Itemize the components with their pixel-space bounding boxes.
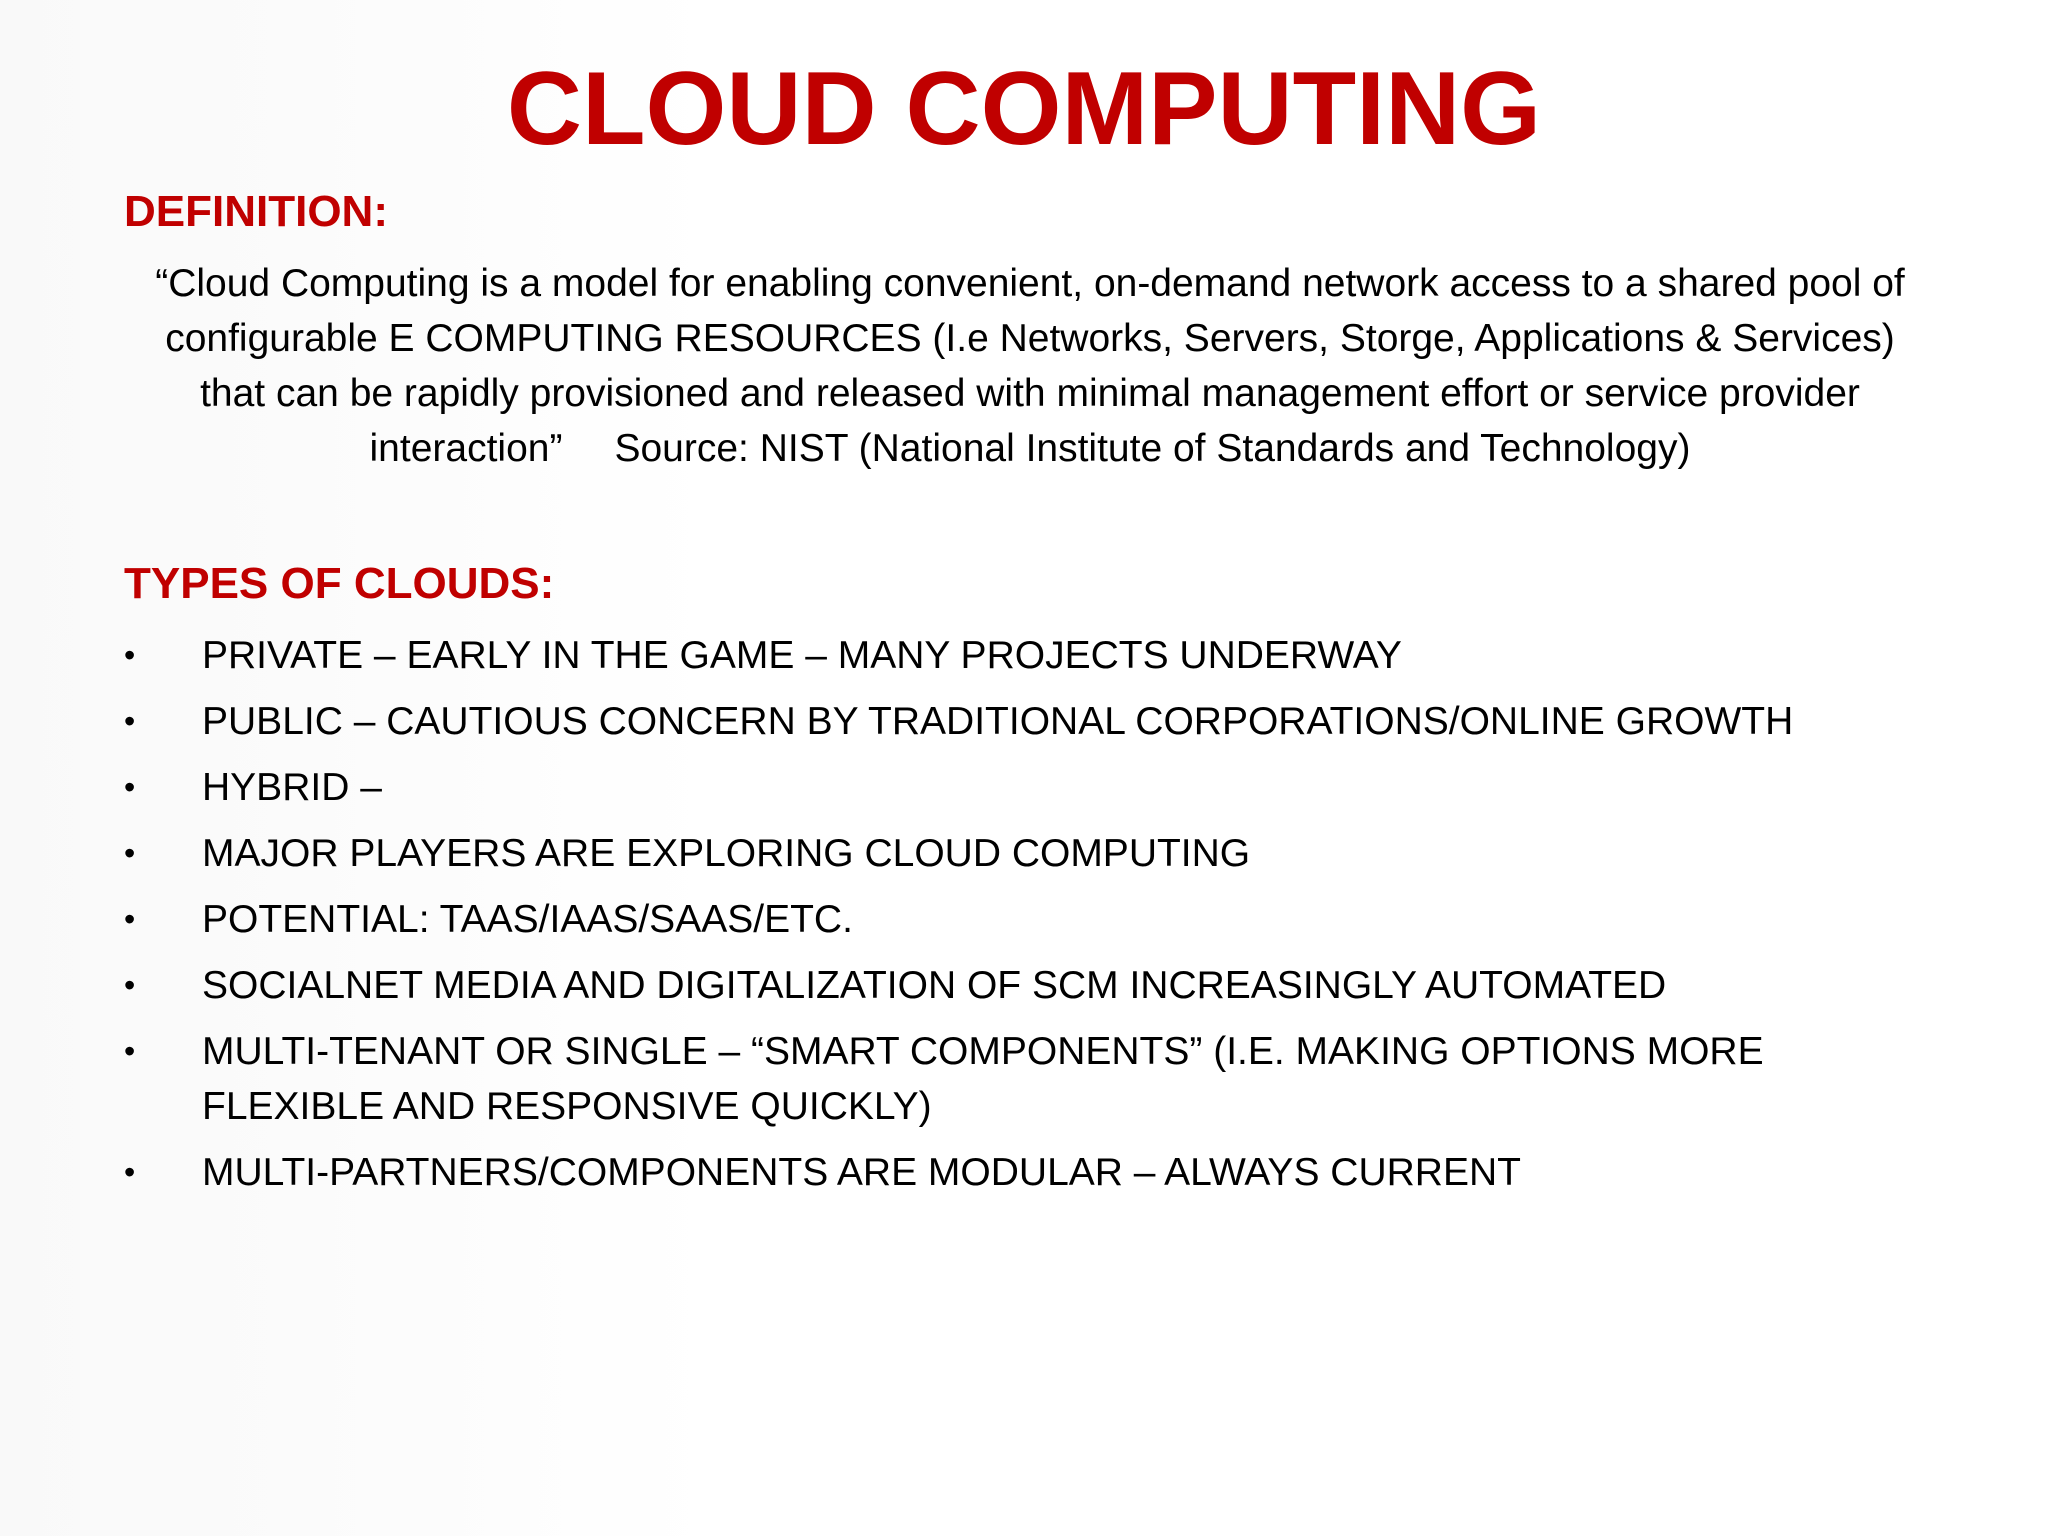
list-item: [124, 1024, 1944, 1134]
bullet-text: MAJOR PLAYERS ARE EXPLORING CLOUD COMPUTING: [202, 832, 1251, 875]
bullet-icon: •: [124, 901, 136, 937]
list-item: [124, 826, 1944, 881]
bullet-text: SOCIALNET MEDIA AND DIGITALIZATION OF SCM INCREASINGLY AUTOMATED: [202, 964, 1667, 1007]
definition-quote: “Cloud Computing is a model for enabling convenient, on-demand network access to a shared pool of configurable E COMPUTING RESOURCES (I.e Networks, Servers, Storge, Applications & Services) that can be rapidly provisioned and released with minimal management effort or service provider interaction”: [155, 262, 1905, 470]
bullet-text: PUBLIC – CAUTIOUS CONCERN BY TRADITIONAL CORPORATIONS/ONLINE GROWTH: [202, 700, 1794, 743]
bullet-icon: •: [124, 1154, 136, 1190]
list-item: [124, 958, 1944, 1013]
types-heading: TYPES OF CLOUDS:: [124, 559, 555, 608]
bullet-icon: •: [124, 637, 136, 673]
bullet-icon: •: [124, 769, 136, 805]
bullet-text: HYBRID –: [202, 766, 382, 809]
definition-heading: DEFINITION:: [124, 187, 388, 236]
bullet-icon: •: [124, 967, 136, 1003]
definition-text: [150, 256, 1910, 476]
bullet-icon: •: [124, 1033, 136, 1069]
bullet-text: MULTI-TENANT OR SINGLE – “SMART COMPONENTS” (I.E. MAKING OPTIONS MORE FLEXIBLE AND RESPONSIVE QUICKLY): [202, 1030, 1764, 1128]
list-item: [124, 1145, 1944, 1200]
list-item: [124, 694, 1944, 749]
list-item: [124, 628, 1944, 683]
list-item: [124, 892, 1944, 947]
bullet-text: POTENTIAL: TAAS/IAAS/SAAS/ETC.: [202, 898, 853, 941]
bullet-text: MULTI-PARTNERS/COMPONENTS ARE MODULAR – ALWAYS CURRENT: [202, 1151, 1521, 1194]
types-bullet-list: [124, 628, 1944, 1211]
bullet-icon: •: [124, 703, 136, 739]
bullet-text: PRIVATE – EARLY IN THE GAME – MANY PROJECTS UNDERWAY: [202, 634, 1402, 677]
definition-source: Source: NIST (National Institute of Standards and Technology): [614, 427, 1691, 470]
list-item: [124, 760, 1944, 815]
slide-title: CLOUD COMPUTING: [506, 51, 1542, 167]
bullet-icon: •: [124, 835, 136, 871]
